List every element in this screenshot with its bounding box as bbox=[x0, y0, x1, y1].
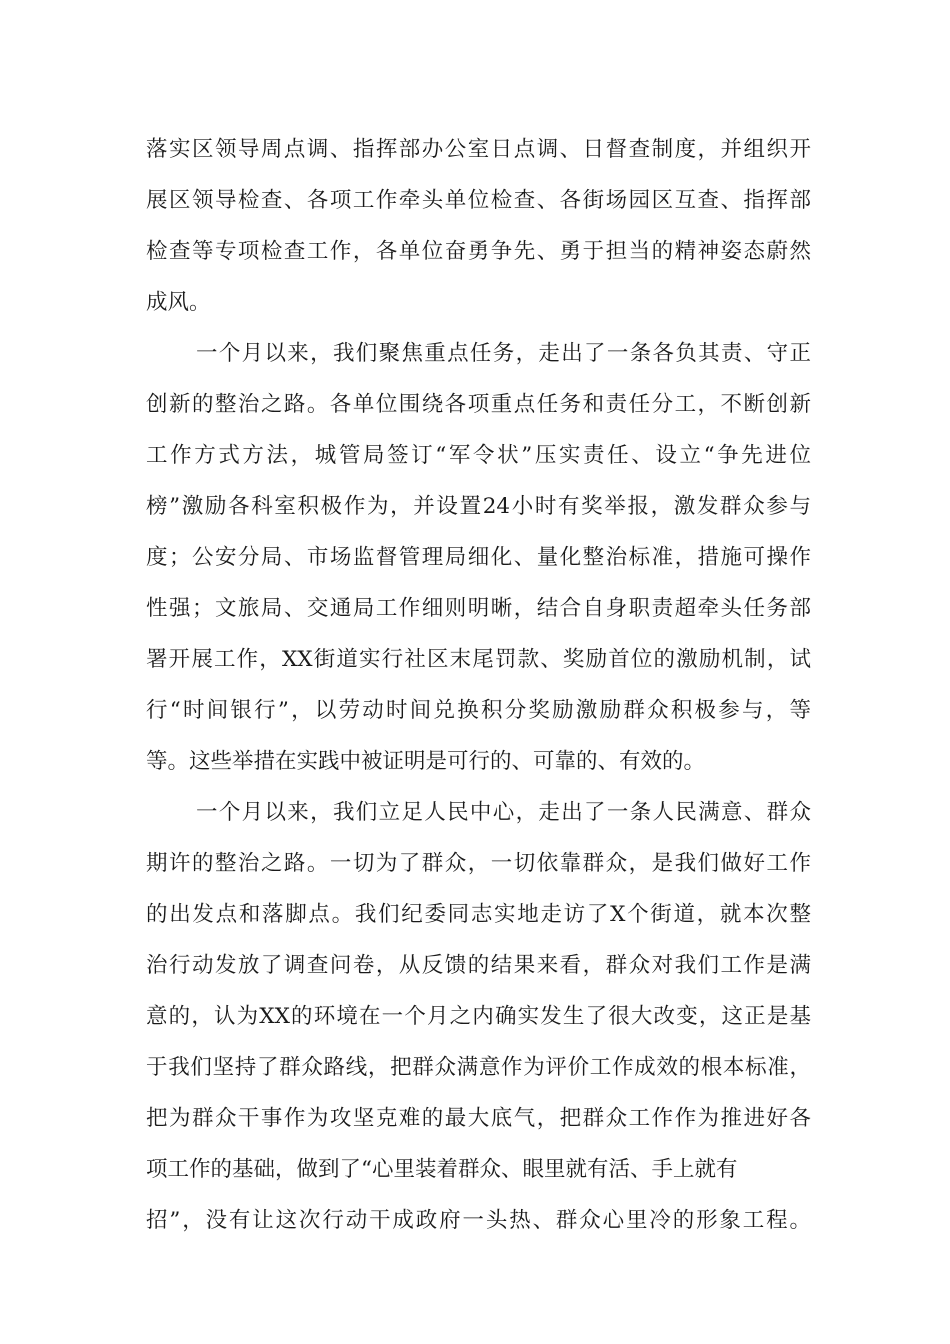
text-line: 落实区领导周点调、指挥部办公室日点调、日督查制度，并组织开 bbox=[146, 137, 811, 162]
text-line: 意的，认为XX的环境在一个月之内确实发生了很大改变，这正是基 bbox=[146, 1004, 811, 1029]
paragraph-first-line: 一个月以来，我们立足人民中心，走出了一条人民满意、群众 bbox=[196, 800, 811, 825]
text-line: 成风。 bbox=[146, 290, 211, 315]
text-line: 度；公安分局、市场监督管理局细化、量化整治标准，措施可操作 bbox=[146, 545, 811, 570]
text-line: 于我们坚持了群众路线，把群众满意作为评价工作成效的根本标准， bbox=[146, 1055, 811, 1080]
text-line: 的出发点和落脚点。我们纪委同志实地走访了X个街道，就本次整 bbox=[146, 902, 811, 927]
paragraph-first-line: 一个月以来，我们聚焦重点任务，走出了一条各负其责、守正 bbox=[196, 341, 811, 366]
text-line: 期许的整治之路。一切为了群众，一切依靠群众，是我们做好工作 bbox=[146, 851, 811, 876]
text-line: 等。这些举措在实践中被证明是可行的、可靠的、有效的。 bbox=[146, 749, 706, 774]
text-line: 检查等专项检查工作，各单位奋勇争先、勇于担当的精神姿态蔚然 bbox=[146, 239, 811, 264]
text-line: 把为群众干事作为攻坚克难的最大底气，把群众工作作为推进好各 bbox=[146, 1106, 811, 1131]
text-line: 治行动发放了调查问卷，从反馈的结果来看，群众对我们工作是满 bbox=[146, 953, 811, 978]
text-line: 行“时间银行”，以劳动时间兑换积分奖励激励群众积极参与，等 bbox=[146, 698, 811, 723]
text-line: 署开展工作，XX街道实行社区末尾罚款、奖励首位的激励机制，试 bbox=[146, 647, 811, 672]
text-line: 榜”激励各科室积极作为，并设置24小时有奖举报，激发群众参与 bbox=[146, 494, 811, 519]
text-line: 性强；文旅局、交通局工作细则明晰，结合自身职责超牵头任务部 bbox=[146, 596, 811, 621]
text-line: 创新的整治之路。各单位围绕各项重点任务和责任分工，不断创新 bbox=[146, 392, 811, 417]
text-line: 项工作的基础，做到了“心里装着群众、眼里就有活、手上就有 bbox=[146, 1157, 738, 1182]
text-line: 招”，没有让这次行动干成政府一头热、群众心里冷的形象工程。 bbox=[146, 1208, 811, 1233]
text-line: 工作方式方法，城管局签订“军令状”压实责任、设立“争先进位 bbox=[146, 443, 811, 468]
text-line: 展区领导检查、各项工作牵头单位检查、各街场园区互查、指挥部 bbox=[146, 188, 811, 213]
